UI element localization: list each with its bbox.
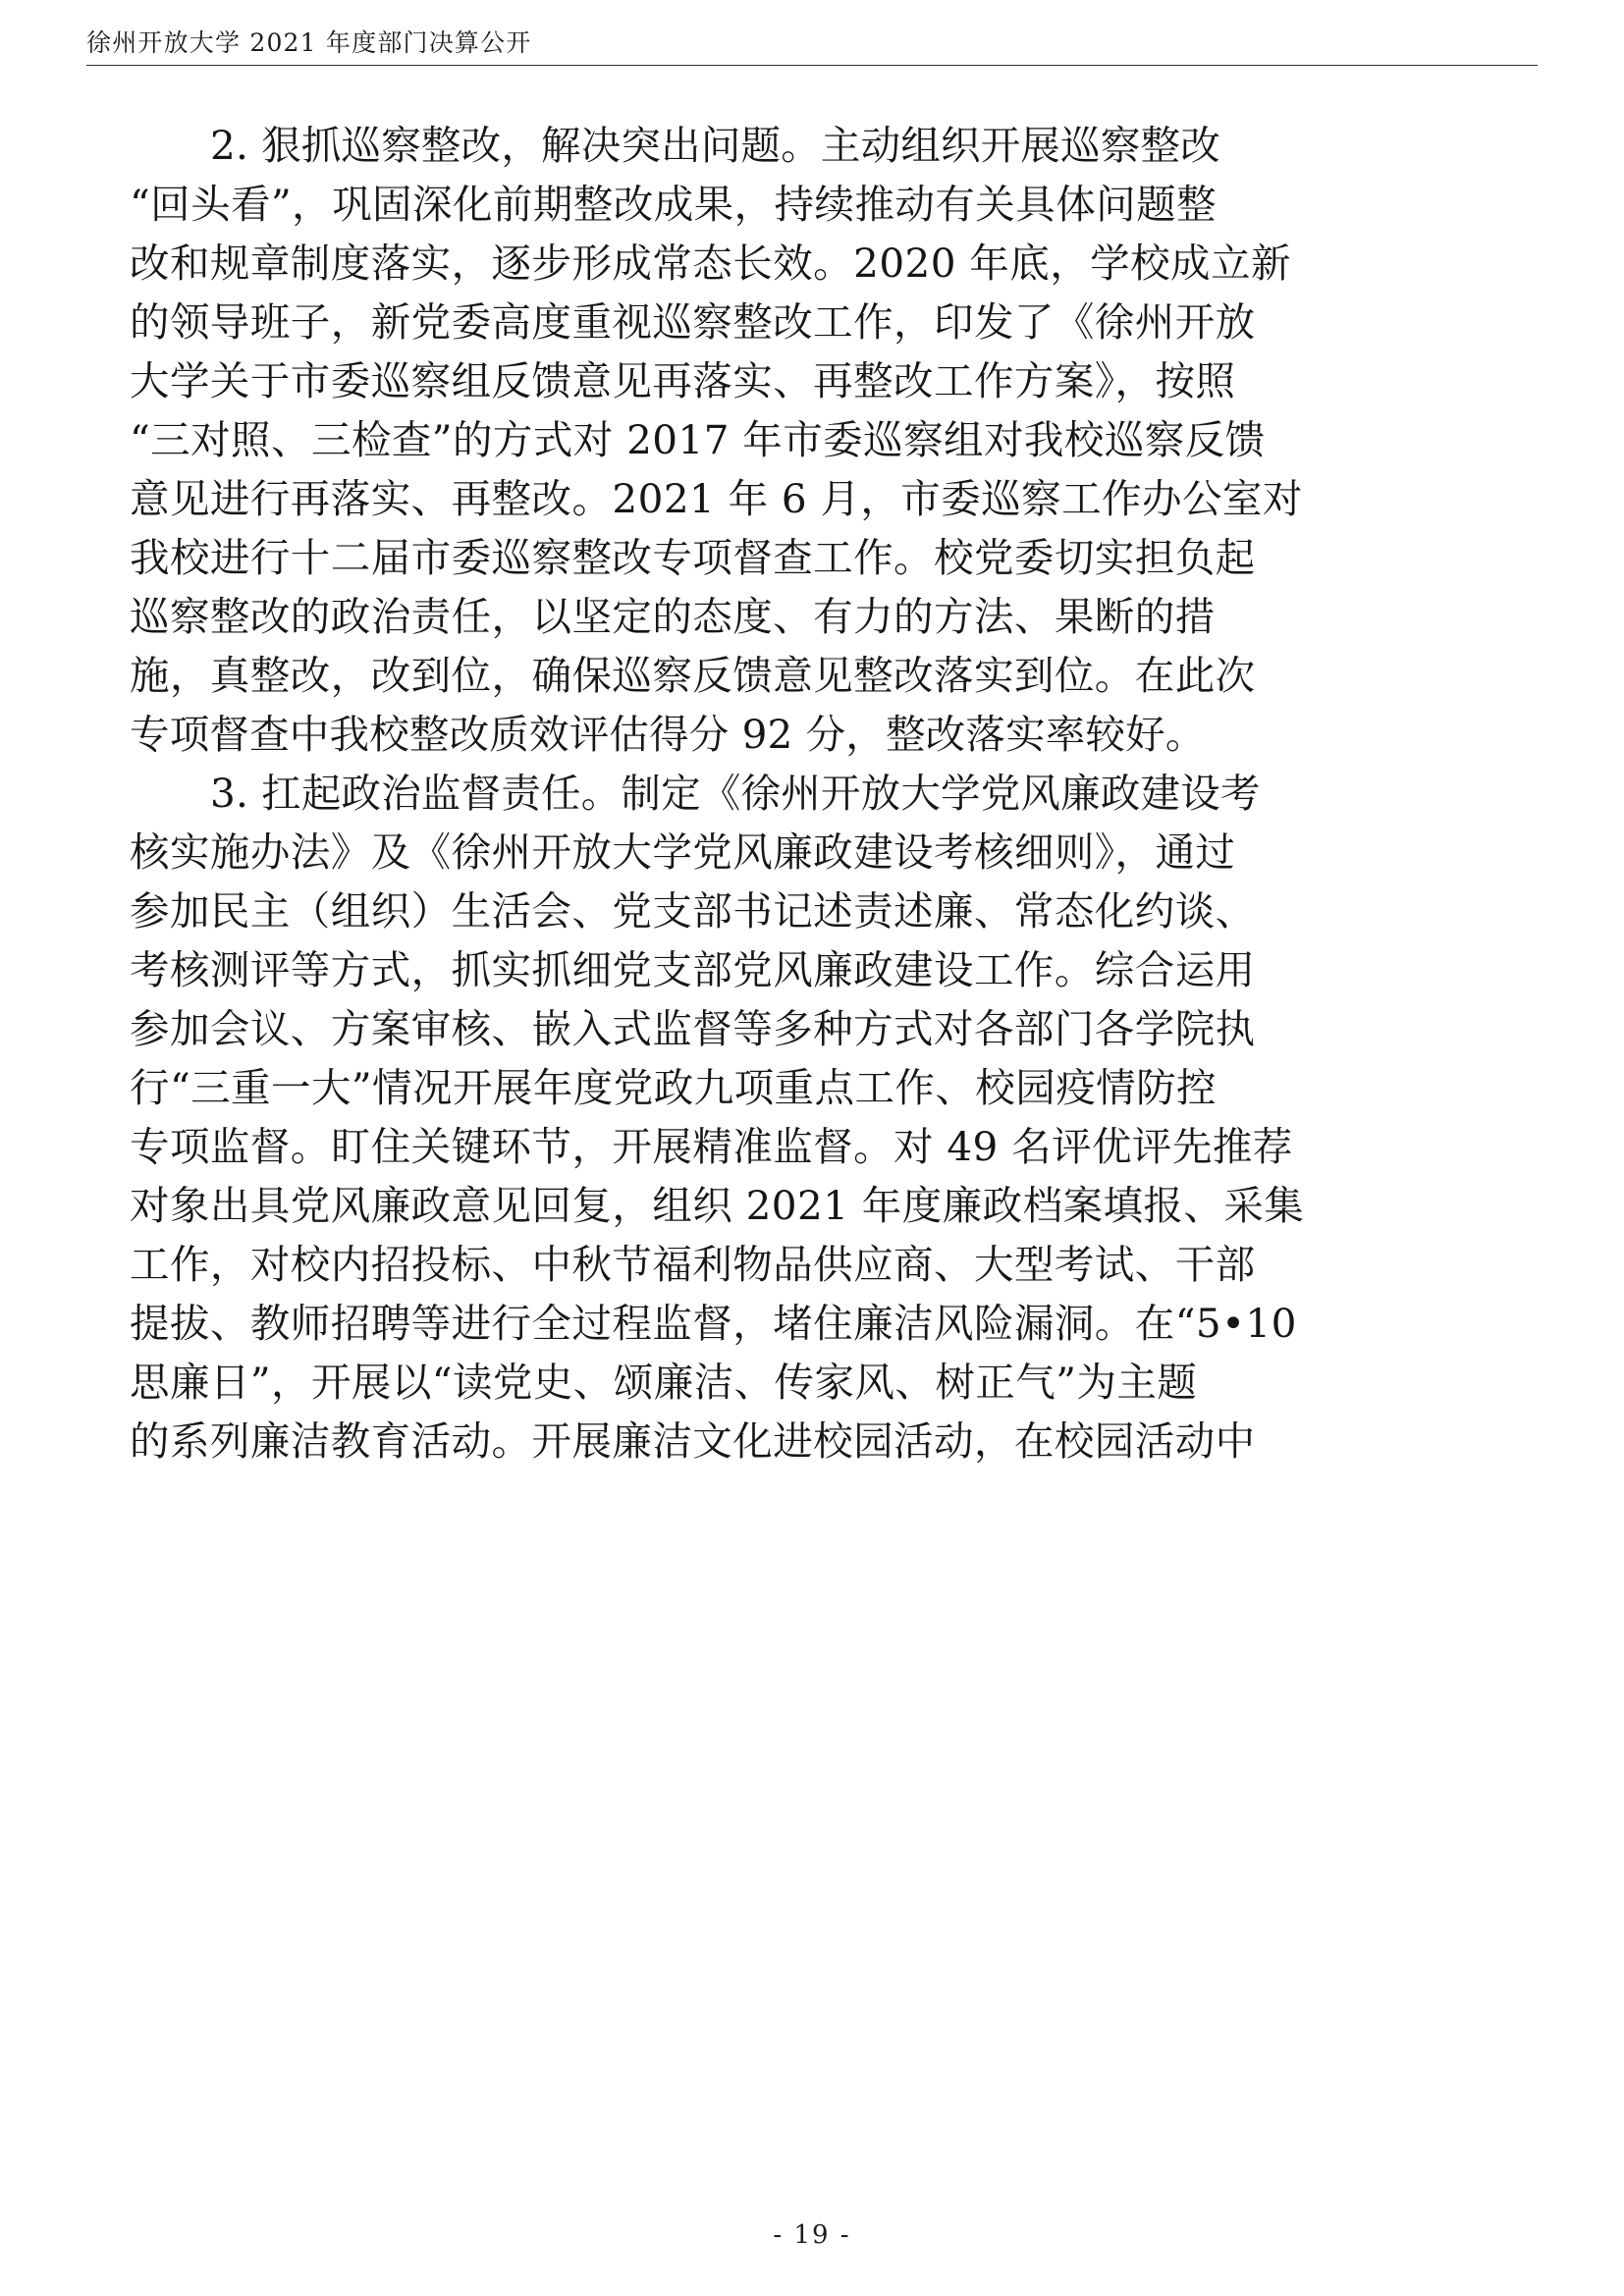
text-line: 2. 狠抓巡察整改，解决突出问题。主动组织开展巡察整改 xyxy=(210,122,1220,169)
text-line: 工作，对校内招投标、中秋节福利物品供应商、大型考试、干部 xyxy=(130,1241,1256,1288)
text-line: 提拔、教师招聘等进行全过程监督，堵住廉洁风险漏洞。在“5•10 xyxy=(130,1300,1297,1347)
text-line: 对象出具党风廉政意见回复，组织 2021 年度廉政档案填报、采集 xyxy=(130,1182,1305,1229)
text-line: 施，真整改，改到位，确保巡察反馈意见整改落实到位。在此次 xyxy=(130,652,1256,699)
header-divider xyxy=(86,65,1538,66)
text-line: “三对照、三检查”的方式对 2017 年市委巡察组对我校巡察反馈 xyxy=(130,416,1266,463)
text-line: 核实施办法》及《徐州开放大学党风廉政建设考核细则》，通过 xyxy=(130,828,1236,876)
text-line: “回头看”，巩固深化前期整改成果，持续推动有关具体问题整 xyxy=(130,181,1218,228)
text-line: 思廉日”，开展以“读党史、颂廉洁、传家风、树正气”为主题 xyxy=(130,1359,1198,1406)
page-header xyxy=(0,0,1624,82)
text-line: 专项监督。盯住关键环节，开展精准监督。对 49 名评优评先推荐 xyxy=(130,1123,1293,1170)
page-number: - 19 - xyxy=(773,2220,851,2250)
text-line: 我校进行十二届市委巡察整改专项督查工作。校党委切实担负起 xyxy=(130,534,1256,581)
text-line: 巡察整改的政治责任，以坚定的态度、有力的方法、果断的措 xyxy=(130,593,1216,640)
text-line: 改和规章制度落实，逐步形成常态长效。2020 年底，学校成立新 xyxy=(130,240,1291,287)
text-line: 意见进行再落实、再整改。2021 年 6 月，市委巡察工作办公室对 xyxy=(130,475,1303,522)
text-line: 参加会议、方案审核、嵌入式监督等多种方式对各部门各学院执 xyxy=(130,1005,1256,1052)
text-line: 专项督查中我校整改质效评估得分 92 分，整改落实率较好。 xyxy=(130,711,1206,758)
running-title: 徐州开放大学 2021 年度部门决算公开 xyxy=(86,28,532,57)
paragraph-3 xyxy=(130,764,1496,1470)
text-line: 行“三重一大”情况开展年度党政九项重点工作、校园疫情防控 xyxy=(130,1064,1218,1111)
text-line: 参加民主（组织）生活会、党支部书记述责述廉、常态化约谈、 xyxy=(130,887,1256,934)
text-line: 的领导班子，新党委高度重视巡察整改工作，印发了《徐州开放 xyxy=(130,298,1256,346)
text-line: 考核测评等方式，抓实抓细党支部党风廉政建设工作。综合运用 xyxy=(130,946,1256,993)
text-line: 大学关于市委巡察组反馈意见再落实、再整改工作方案》，按照 xyxy=(130,357,1236,404)
page-body xyxy=(130,116,1496,1470)
text-line: 的系列廉洁教育活动。开展廉洁文化进校园活动，在校园活动中 xyxy=(130,1417,1256,1465)
paragraph-2 xyxy=(130,116,1496,764)
text-line: 3. 扛起政治监督责任。制定《徐州开放大学党风廉政建设考 xyxy=(210,770,1261,817)
page-footer xyxy=(0,2220,1624,2250)
